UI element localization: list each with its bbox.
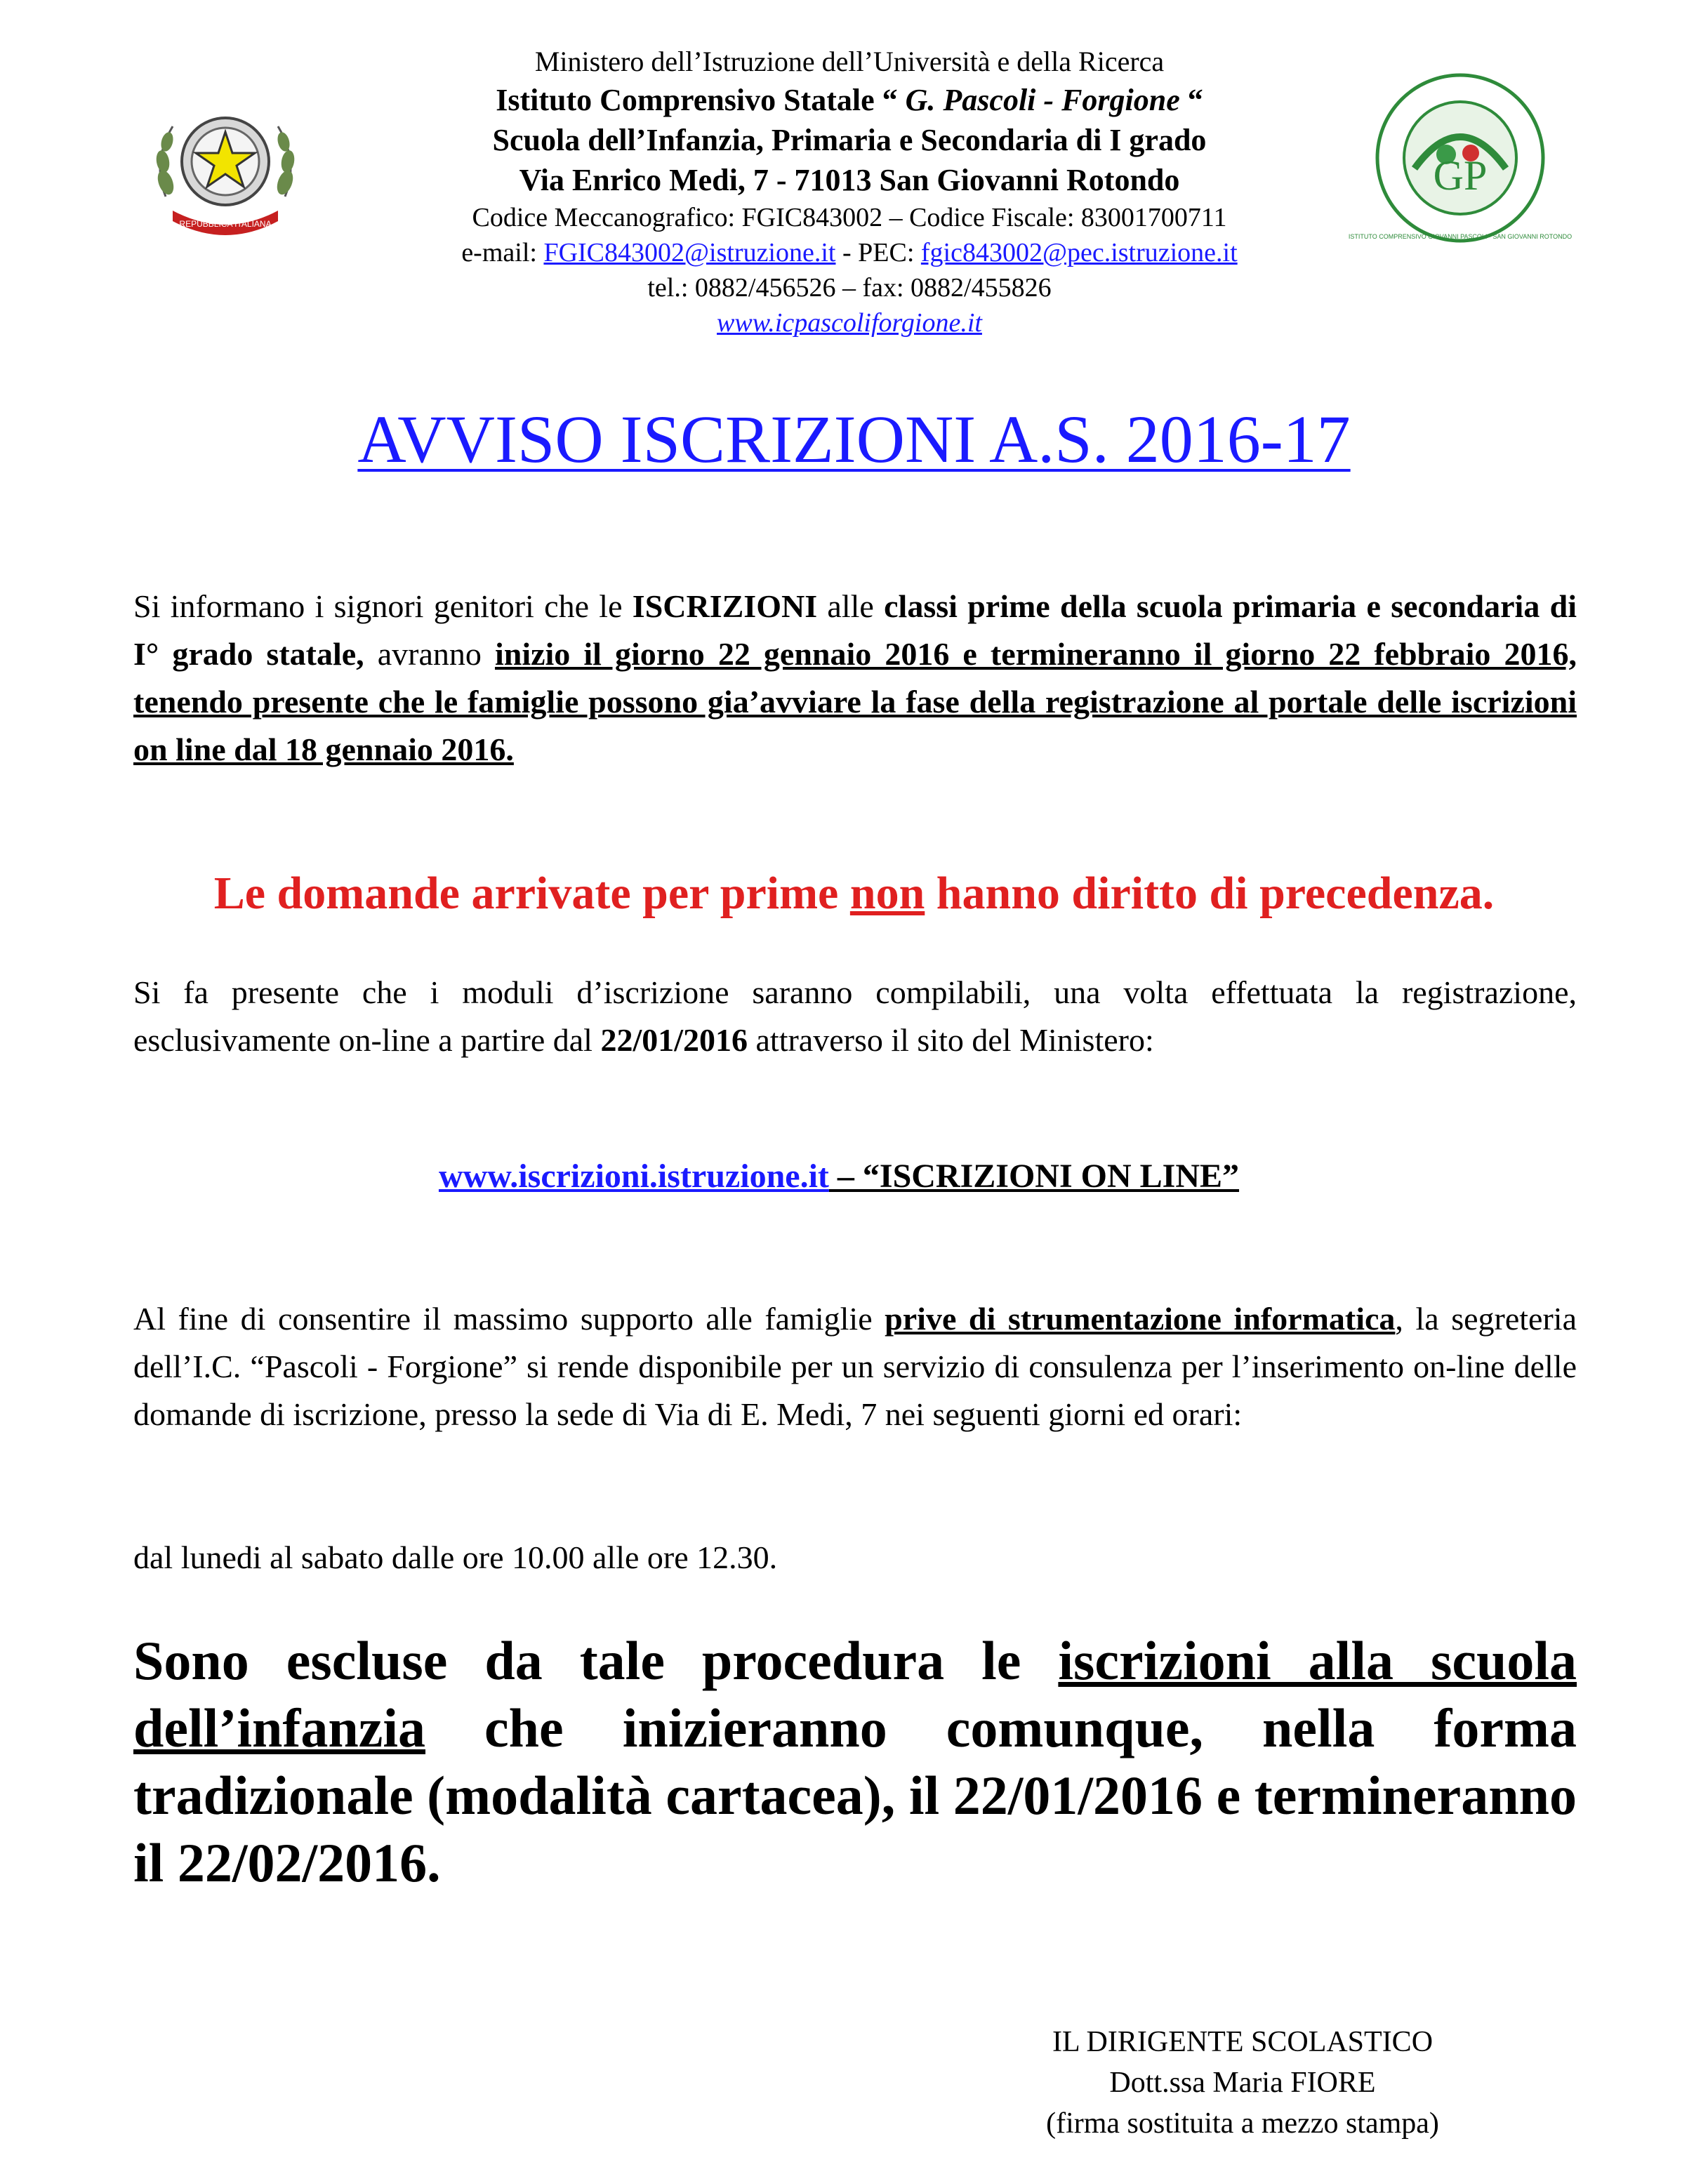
big-infanzia: iscrizioni alla scuola dell’infanzia [133,1630,1577,1758]
p1-text-2: alle [817,588,885,624]
email-link[interactable]: FGIC843002@istruzione.it [543,238,836,267]
p3-text-1: Al fine di consentire il massimo supporto alle famiglie [133,1301,885,1337]
schedule-line: dal lunedi al sabato dalle ore 10.00 alle ore 12.30. [133,1539,778,1575]
signature-block [969,2022,1516,2144]
letterhead [393,44,1306,340]
paragraph-enrollment-dates [133,583,1577,774]
school-logo [1348,70,1573,246]
svg-text:GP: GP [1433,152,1488,199]
iscrizioni-link-line [0,1157,1678,1195]
email-label: e-mail: [461,238,544,267]
p2-text-2: attraverso il sito del Ministero: [748,1022,1154,1058]
notice-before: Le domande arrivate per prime [213,868,850,919]
emblem-text: REPUBBLICA ITALIANA [179,219,272,229]
signature-note: (firma sostituita a mezzo stampa) [1046,2107,1439,2140]
signature-role: IL DIRIGENTE SCOLASTICO [1052,2026,1434,2058]
school-logo-text: ISTITUTO COMPRENSIVO GIOVANNI PASCOLI · SAN GIOVANNI ROTONDO [1348,233,1573,240]
notice-after: hanno diritto di precedenza. [925,868,1495,919]
big-text-2: che inizieranno comunque, nella forma tradizionale (modalità cartacea), il 22/01/2016 e termineranno il 22/02/2016. [133,1697,1577,1893]
p3-text-2: , la segreteria dell’I.C. “Pascoli - Forgione” si rende disponibile per un servizio di consulenza per l’inserimento on-line delle domande di iscrizione, presso la sede di Via di E. Medi, 7 nei seguenti giorni ed orari: [133,1301,1577,1432]
school-levels: Scuola dell’Infanzia, Primaria e Secondaria di I grado [492,123,1207,157]
big-text-1: Sono escluse da tale procedura le [133,1630,1059,1691]
p2-text-1: Si fa presente che i moduli d’iscrizione saranno compilabili, una volta effettuata la registrazione, esclusivamente on-line a partire dal [133,974,1577,1058]
p1-text-3: avranno [364,636,495,672]
institute-italic: G. Pascoli - Forgione [905,83,1180,117]
school-address: Via Enrico Medi, 7 - 71013 San Giovanni Rotondo [519,163,1180,197]
school-codes: Codice Meccanografico: FGIC843002 – Codice Fiscale: 83001700711 [472,203,1227,232]
phone-fax: tel.: 0882/456526 – fax: 0882/455826 [647,273,1052,303]
paragraph-support [133,1295,1577,1438]
pec-link[interactable]: fgic843002@pec.istruzione.it [920,238,1238,267]
notice-non: non [849,868,925,919]
institute-suffix: “ [1179,83,1203,117]
p1-classes: classi prime della scuola primaria e secondaria di I° grado statale, [133,588,1577,672]
p1-dates: inizio il giorno 22 gennaio 2016 e termineranno il giorno 22 febbraio 2016, tenendo presente che le famiglie possono gia’avviare la fase della registrazione al portale delle iscrizioni on line dal 18 gennaio 2016. [133,636,1577,767]
website-link[interactable]: www.icpascoliforgione.it [717,308,982,338]
p1-iscrizioni: ISCRIZIONI [632,588,818,624]
iscrizioni-link[interactable]: www.iscrizioni.istruzione.it [438,1158,829,1195]
repubblica-italiana-emblem [145,98,306,239]
contact-emails [393,235,1306,270]
p2-date: 22/01/2016 [600,1022,748,1058]
iscrizioni-link-label: – “ISCRIZIONI ON LINE” [828,1158,1240,1195]
p1-text-1: Si informano i signori genitori che le [133,588,633,624]
signature-name: Dott.ssa Maria FIORE [1109,2067,1376,2099]
institute-prefix: Istituto Comprensivo Statale “ [496,83,906,117]
precedence-notice [0,867,1708,920]
p3-no-it: prive di strumentazione informatica [885,1301,1396,1337]
pec-label: - PEC: [835,238,921,267]
institute-name [393,80,1306,120]
page-title: AVVISO ISCRIZIONI A.S. 2016-17 [357,402,1351,477]
infanzia-exclusion-notice [133,1627,1577,1897]
ministry-name: Ministero dell’Istruzione dell’Università e della Ricerca [534,46,1165,77]
paragraph-online-forms [133,969,1577,1064]
